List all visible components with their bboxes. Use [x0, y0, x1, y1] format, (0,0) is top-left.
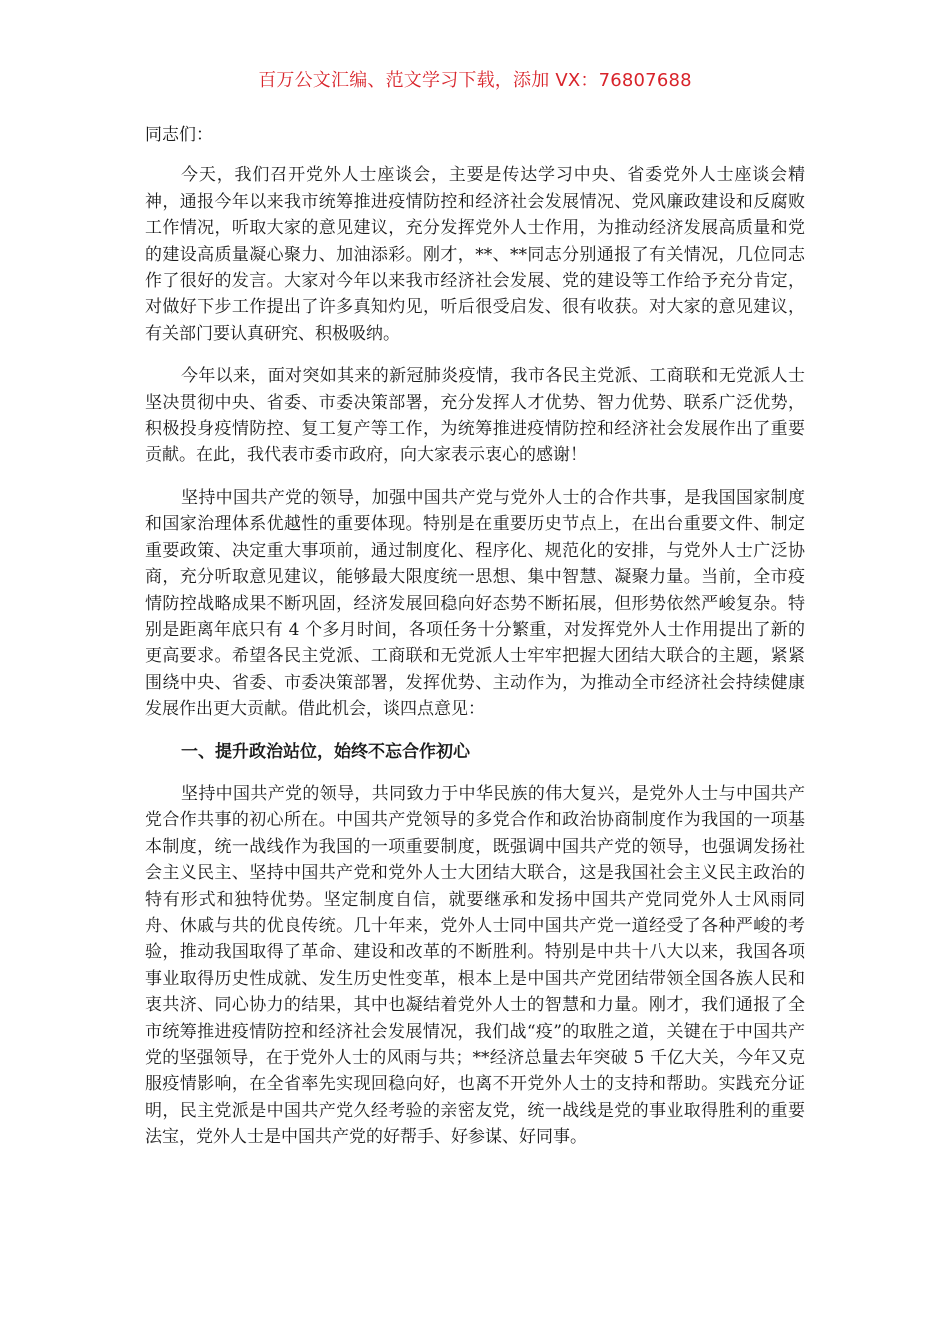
salutation: 同志们：: [145, 125, 213, 145]
paragraph-3: 坚持中国共产党的领导，加强中国共产党与党外人士的合作共事，是我国国家制度和国家治理体系优越性的重要体现。特别是在重要历史节点上，在出台重要文件、制定重要政策、决定重大事项前，通过制度化、程序化、规范化的安排，与党外人士广泛协商，充分听取意见建议，能够最大限度统一思想、集中智慧、凝聚力量。当前，全市疫情防控战略成果不断巩固，经济发展回稳向好态势不断拓展，但形势依然严峻复杂。特别是距离年底只有 4 个多月时间，各项任务十分繁重，对发挥党外人士作用提出了新的更高要求。希望各民主党派、工商联和无党派人士牢牢把握大团结大联合的主题，紧紧围绕中央、省委、市委决策部署，发挥优势、主动作为，为推动全市经济社会持续健康发展作出更大贡献。借此机会，谈四点意见：: [145, 487, 805, 720]
paragraph-2: 今年以来，面对突如其来的新冠肺炎疫情，我市各民主党派、工商联和无党派人士坚决贯彻中央、省委、市委决策部署，充分发挥人才优势、智力优势、联系广泛优势，积极投身疫情防控、复工复产等工作，为统筹推进疫情防控和经济社会发展作出了重要贡献。在此，我代表市委市政府，向大家表示衷心的感谢！: [145, 366, 805, 466]
section-heading-1: 一、提升政治站位，始终不忘合作初心: [181, 741, 470, 762]
section-1-paragraph: 坚持中国共产党的领导，共同致力于中华民族的伟大复兴，是党外人士与中国共产党合作共事的初心所在。中国共产党领导的多党合作和政治协商制度作为我国的一项基本制度，统一战线作为我国的一项重要制度，既强调中国共产党的领导，也强调发扬社会主义民主、坚持中国共产党和党外人士大团结大联合，这是我国社会主义民主政治的特有形式和独特优势。坚定制度自信，就要继承和发扬中国共产党同党外人士风雨同舟、休戚与共的优良传统。几十年来，党外人士同中国共产党一道经受了各种严峻的考验，推动我国取得了革命、建设和改革的不断胜利。特别是中共十八大以来，我国各项事业取得历史性成就、发生历史性变革，根本上是中国共产党团结带领全国各族人民和衷共济、同心协力的结果，其中也凝结着党外人士的智慧和力量。刚才，我们通报了全市统筹推进疫情防控和经济社会发展情况，我们战“疫”的取胜之道，关键在于中国共产党的坚强领导，在于党外人士的风雨与共；**经济总量去年突破 5 千亿大关，今年又克服疫情影响，在全省率先实现回稳向好，也离不开党外人士的支持和帮助。实践充分证明，民主党派是中国共产党久经考验的亲密友党，统一战线是党的事业取得胜利的重要法宝，党外人士是中国共产党的好帮手、好参谋、好同事。: [145, 783, 805, 1148]
paragraph-1: 今天，我们召开党外人士座谈会，主要是传达学习中央、省委党外人士座谈会精神，通报今年以来我市统筹推进疫情防控和经济社会发展情况、党风廉政建设和反腐败工作情况，听取大家的意见建议，充分发挥党外人士作用，为推动经济发展高质量和党的建设高质量凝心聚力、加油添彩。刚才，**、**同志分别通报了有关情况，几位同志作了很好的发言。大家对今年以来我市经济社会发展、党的建设等工作给予充分肯定，对做好下步工作提出了许多真知灼见，听后很受启发、很有收获。对大家的意见建议，有关部门要认真研究、积极吸纳。: [145, 165, 805, 344]
promo-banner: 百万公文汇编、范文学习下载，添加 VX：76807688: [258, 70, 692, 91]
document-body: [145, 122, 805, 1151]
